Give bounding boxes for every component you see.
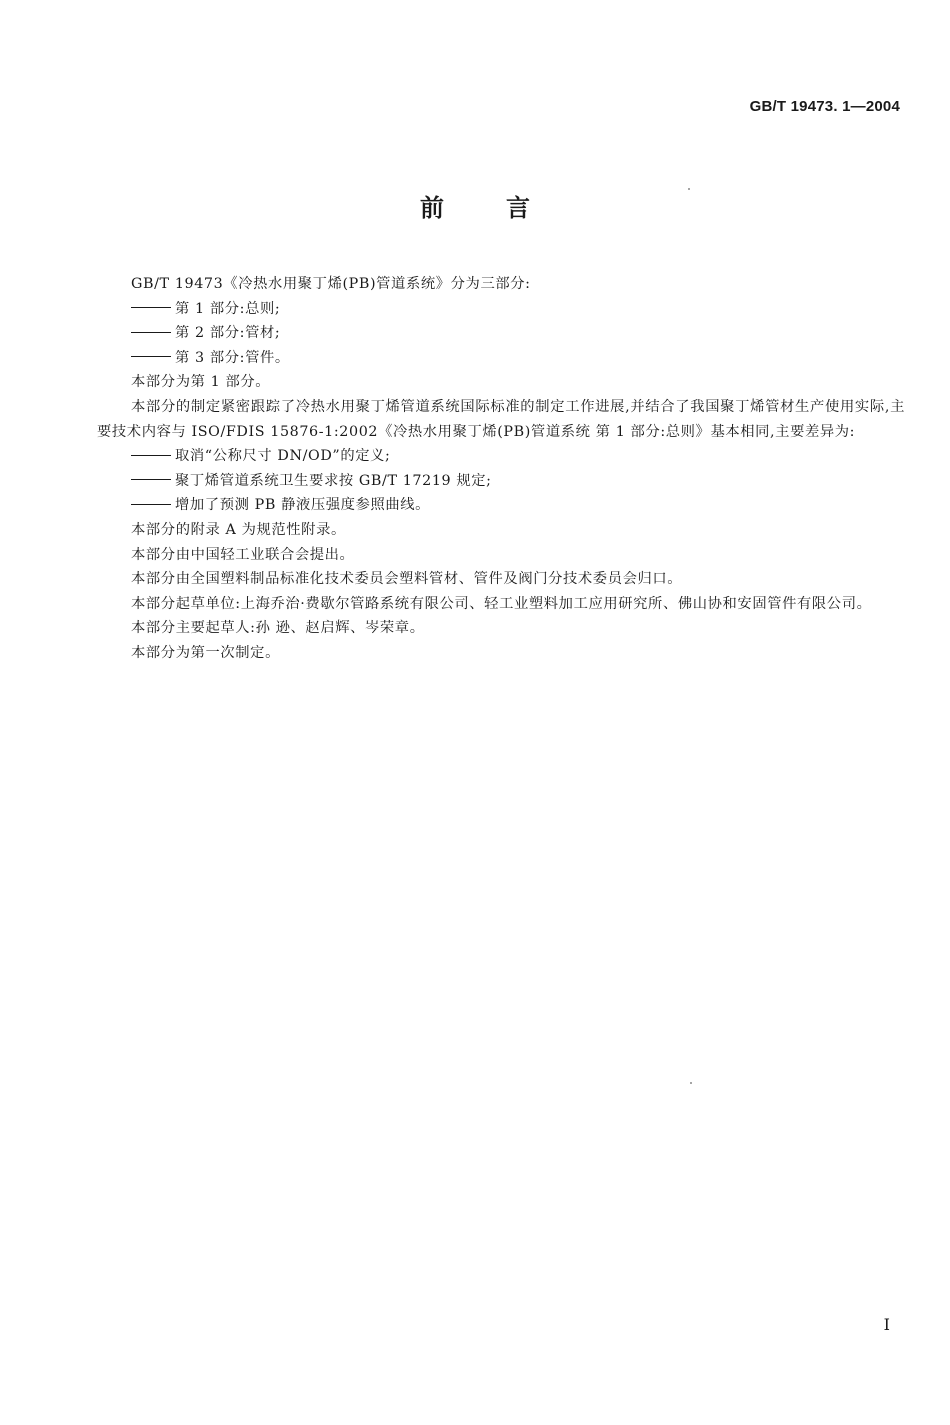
page-number: I [883, 1315, 890, 1334]
list-item [97, 493, 905, 518]
paragraph-intro: GB/T 19473《冷热水用聚丁烯(PB)管道系统》分为三部分: [131, 276, 531, 292]
dash-mark [131, 479, 171, 480]
paragraph: 本部分的附录 A 为规范性附录。 [131, 521, 346, 538]
paragraph: 本部分为第一次制定。 [131, 644, 280, 661]
standard-code: GB/T 19473. 1—2004 [749, 98, 900, 115]
scan-speck [690, 1082, 692, 1084]
paragraph: 本部分由全国塑料制品标准化技术委员会塑料管材、管件及阀门分技术委员会归口。 [131, 571, 683, 588]
list-item-text: 第 1 部分:总则; [175, 300, 281, 317]
dash-mark [131, 356, 171, 357]
list-item [97, 469, 905, 494]
list-item [97, 297, 905, 322]
list-item-text: 聚丁烯管道系统卫生要求按 GB/T 17219 规定; [175, 472, 492, 489]
paragraph-differences: 本部分的制定紧密跟踪了冷热水用聚丁烯管道系统国际标准的制定工作进展,并结合了我国聚丁烯管材生产使用实际,主要技术内容与 ISO/FDIS 15876-1:2002《冷热水用聚丁烯(PB)管道系统 第 1 部分:总则》基本相同,主要差异为: [97, 398, 905, 440]
list-item-text: 第 3 部分:管件。 [175, 349, 290, 366]
dash-mark [131, 504, 171, 505]
paragraph-drafters: 本部分主要起草人:孙 逊、赵启辉、岑荣章。 [131, 620, 425, 637]
dash-mark [131, 455, 171, 456]
list-item-text: 取消“公称尺寸 DN/OD”的定义; [175, 448, 391, 465]
list-item [97, 444, 905, 469]
list-item-text: 第 2 部分:管材; [175, 325, 281, 342]
page-title: 前言 [420, 194, 592, 222]
paragraph-drafting-units: 本部分起草单位:上海乔治·费歇尔管路系统有限公司、轻工业塑料加工应用研究所、佛山协和安固管件有限公司。 [131, 595, 872, 612]
dash-mark [131, 307, 171, 308]
paragraph: 本部分由中国轻工业联合会提出。 [131, 546, 355, 563]
list-item [97, 321, 905, 346]
paragraph: 本部分为第 1 部分。 [131, 374, 271, 391]
dash-mark [131, 332, 171, 333]
scan-speck [688, 188, 690, 190]
list-item-text: 增加了预测 PB 静液压强度参照曲线。 [175, 497, 431, 514]
document-body [97, 272, 905, 666]
list-item [97, 346, 905, 371]
